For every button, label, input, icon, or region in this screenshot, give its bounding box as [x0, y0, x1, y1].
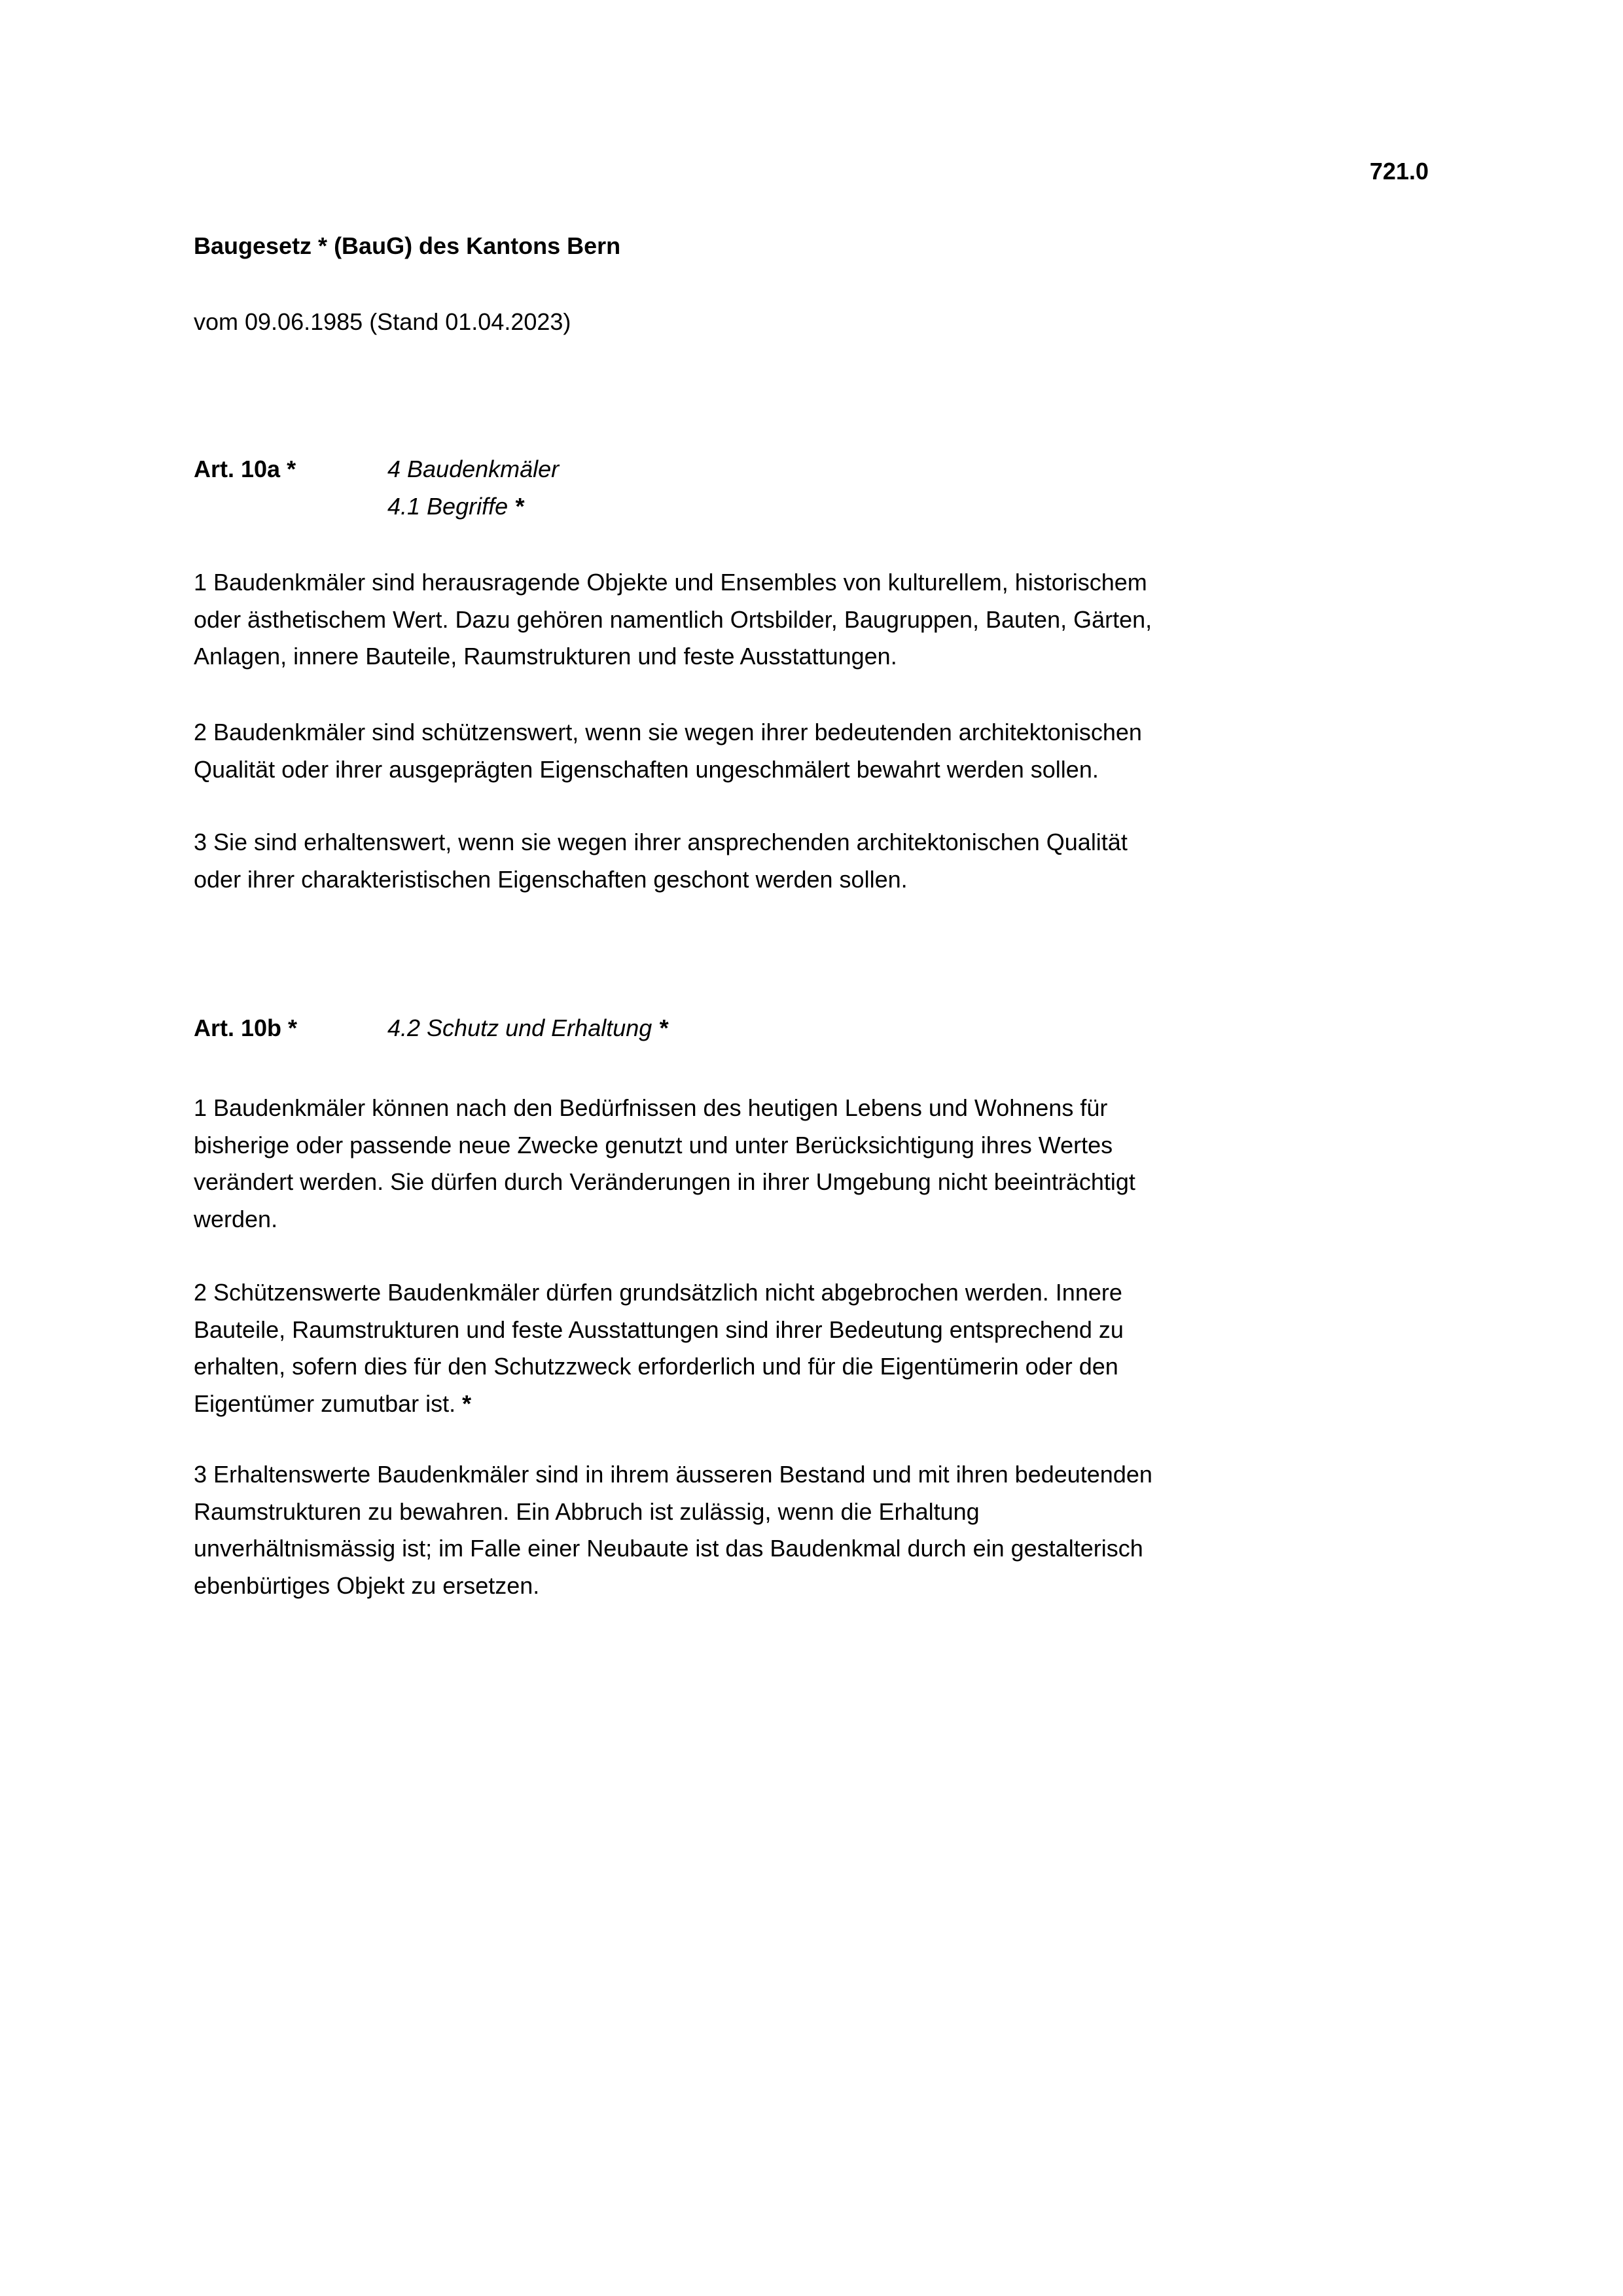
footnote-star: * — [514, 492, 524, 520]
paragraph-line: bisherige oder passende neue Zwecke genutzt und unter Berücksichtigung ihres Wertes — [194, 1131, 1113, 1158]
article-label: Art. 10b * — [194, 1014, 298, 1041]
paragraph-line: Raumstrukturen zu bewahren. Ein Abbruch ist zulässig, wenn die Erhaltung — [194, 1498, 980, 1525]
article-label: Art. 10a * — [194, 456, 296, 482]
article-heading: 4.2 Schutz und Erhaltung * — [387, 1014, 668, 1041]
paragraph-line: 2 Schützenswerte Baudenkmäler dürfen grundsätzlich nicht abgebrochen werden. Innere — [194, 1279, 1122, 1306]
paragraph-1 — [194, 1090, 1135, 1238]
document-number: 721.0 — [1369, 158, 1429, 185]
article-heading: 4.1 Begriffe * — [387, 492, 524, 520]
paragraph-line: ebenbürtiges Objekt zu ersetzen. — [194, 1571, 540, 1599]
paragraph-line: Eigentümer zumutbar ist. * — [194, 1390, 472, 1417]
paragraph-2 — [194, 1274, 1124, 1422]
paragraph-line: oder ihrer charakteristischen Eigenschaften geschont werden sollen. — [194, 865, 908, 893]
paragraph-line: 3 Sie sind erhaltenswert, wenn sie wegen ihrer ansprechenden architektonischen Qualität — [194, 829, 1128, 855]
footnote-star: * — [462, 1390, 472, 1417]
document-date: vom 09.06.1985 (Stand 01.04.2023) — [194, 308, 571, 335]
paragraph-line: Qualität oder ihrer ausgeprägten Eigenschaften ungeschmälert bewahrt werden sollen. — [194, 755, 1099, 783]
paragraph-line: unverhältnismässig ist; im Falle einer Neubaute ist das Baudenkmal durch ein gestalterisch — [194, 1535, 1143, 1562]
paragraph-line: Anlagen, innere Bauteile, Raumstrukturen und feste Ausstattungen. — [194, 643, 897, 670]
paragraph-line: Bauteile, Raumstrukturen und feste Ausstattungen sind ihrer Bedeutung entsprechend zu — [194, 1316, 1124, 1343]
article-heading: 4 Baudenkmäler — [387, 456, 560, 482]
paragraph-2 — [194, 714, 1142, 788]
paragraph-line: 3 Erhaltenswerte Baudenkmäler sind in ihrem äusseren Bestand und mit ihren bedeutenden — [194, 1461, 1152, 1488]
document-title: Baugesetz * (BauG) des Kantons Bern — [194, 232, 621, 259]
paragraph-3 — [194, 1456, 1152, 1604]
footnote-star: * — [658, 1014, 668, 1041]
paragraph-1 — [194, 564, 1152, 675]
article-headings — [387, 451, 559, 525]
paragraph-line: verändert werden. Sie dürfen durch Veränderungen in ihrer Umgebung nicht beeinträchtigt — [194, 1168, 1135, 1196]
article-headings — [387, 1010, 668, 1047]
paragraph-line: 1 Baudenkmäler sind herausragende Objekte und Ensembles von kulturellem, historischem — [194, 569, 1147, 596]
paragraph-line: werden. — [194, 1205, 278, 1232]
paragraph-3 — [194, 824, 1128, 898]
paragraph-line: 1 Baudenkmäler können nach den Bedürfnissen des heutigen Lebens und Wohnens für — [194, 1094, 1108, 1121]
paragraph-line: erhalten, sofern dies für den Schutzzweck erforderlich und für die Eigentümerin oder den — [194, 1353, 1118, 1380]
paragraph-line: oder ästhetischem Wert. Dazu gehören namentlich Ortsbilder, Baugruppen, Bauten, Gärten, — [194, 605, 1152, 633]
paragraph-line: 2 Baudenkmäler sind schützenswert, wenn sie wegen ihrer bedeutenden architektonischen — [194, 719, 1142, 745]
